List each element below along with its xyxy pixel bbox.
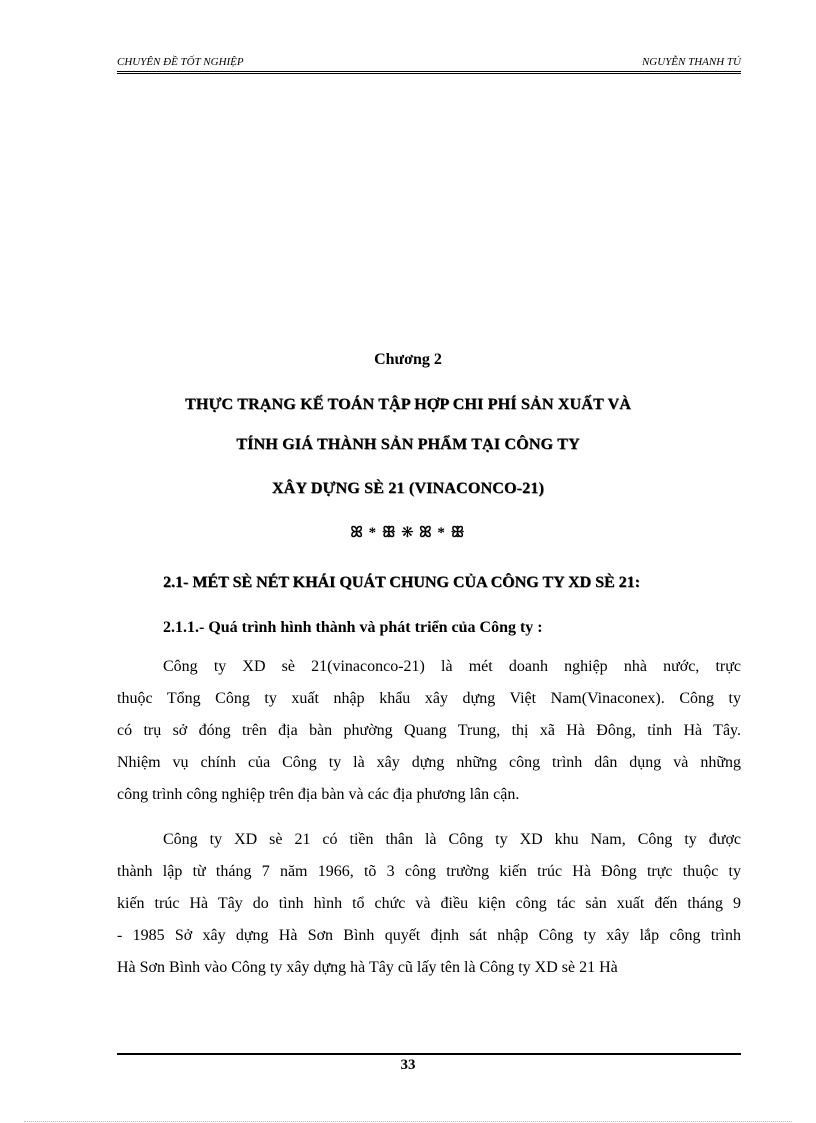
- chapter-title-line-1: THỰC TRẠNG KẾ TOÁN TẬP HỢP CHI PHÍ SẢN XUẤT VÀ: [184, 396, 632, 413]
- paragraph-line: - 1985 Sở xây dựng Hà Sơn Bình quyết định sát nhập Công ty xây lắp công trình: [117, 927, 741, 944]
- paragraph-line: Công ty XD sè 21(vinaconco-21) là mét doanh nghiệp nhà nước, trực: [163, 658, 741, 675]
- paragraph-1: [117, 651, 741, 811]
- paragraph-line: công trình công nghiệp trên địa bàn và các địa phương lân cận.: [117, 786, 520, 803]
- ornament-divider: ꕤ * ꕥ ❊ ꕤ * ꕥ: [350, 525, 466, 541]
- section-heading: 2.1- MÉT SÈ NÉT KHÁI QUÁT CHUNG CỦA CÔNG TY XD SÈ 21:: [163, 574, 640, 591]
- paragraph-line: Hà Sơn Bình vào Công ty xây dựng hà Tây cũ lấy tên là Công ty XD sè 21 Hà: [117, 959, 618, 976]
- running-header: [117, 56, 741, 72]
- subsection-heading: 2.1.1.- Quá trình hình thành và phát triển của Công ty :: [163, 619, 543, 636]
- paragraph-line: Nhiệm vụ chính của Công ty là xây dựng những công trình dân dụng và những: [117, 754, 741, 771]
- paragraph-line: có trụ sở đóng trên địa bàn phường Quang Trung, thị xã Hà Đông, tỉnh Hà Tây.: [117, 722, 741, 739]
- paragraph-2: [117, 824, 741, 984]
- paragraph-line: thành lập từ tháng 7 năm 1966, tõ 3 công trường kiến trúc Hà Đông trực thuộc ty: [117, 863, 741, 880]
- page-edge-dotted-line: [24, 1121, 792, 1122]
- header-left-text: CHUYÊN ĐỀ TỐT NGHIỆP: [117, 56, 244, 68]
- chapter-label: Chương 2: [374, 351, 442, 368]
- chapter-title-line-2: TÍNH GIÁ THÀNH SẢN PHẨM TẠI CÔNG TY: [236, 436, 580, 453]
- chapter-title-line-3: XÂY DỰNG SÈ 21 (VINACONCO-21): [271, 480, 545, 497]
- footer-rule: [117, 1053, 741, 1055]
- page-number: 33: [400, 1057, 416, 1073]
- header-right-text: NGUYỄN THANH TÚ: [641, 56, 741, 68]
- paragraph-line: kiến trúc Hà Tây do tình hình tổ chức và điều kiện công tác sản xuất đến tháng 9: [117, 895, 741, 912]
- header-rule: [117, 71, 741, 74]
- paragraph-line: Công ty XD sè 21 có tiền thân là Công ty XD khu Nam, Công ty được: [163, 831, 741, 848]
- paragraph-line: thuộc Tổng Công ty xuất nhập khẩu xây dựng Việt Nam(Vinaconex). Công ty: [117, 690, 741, 707]
